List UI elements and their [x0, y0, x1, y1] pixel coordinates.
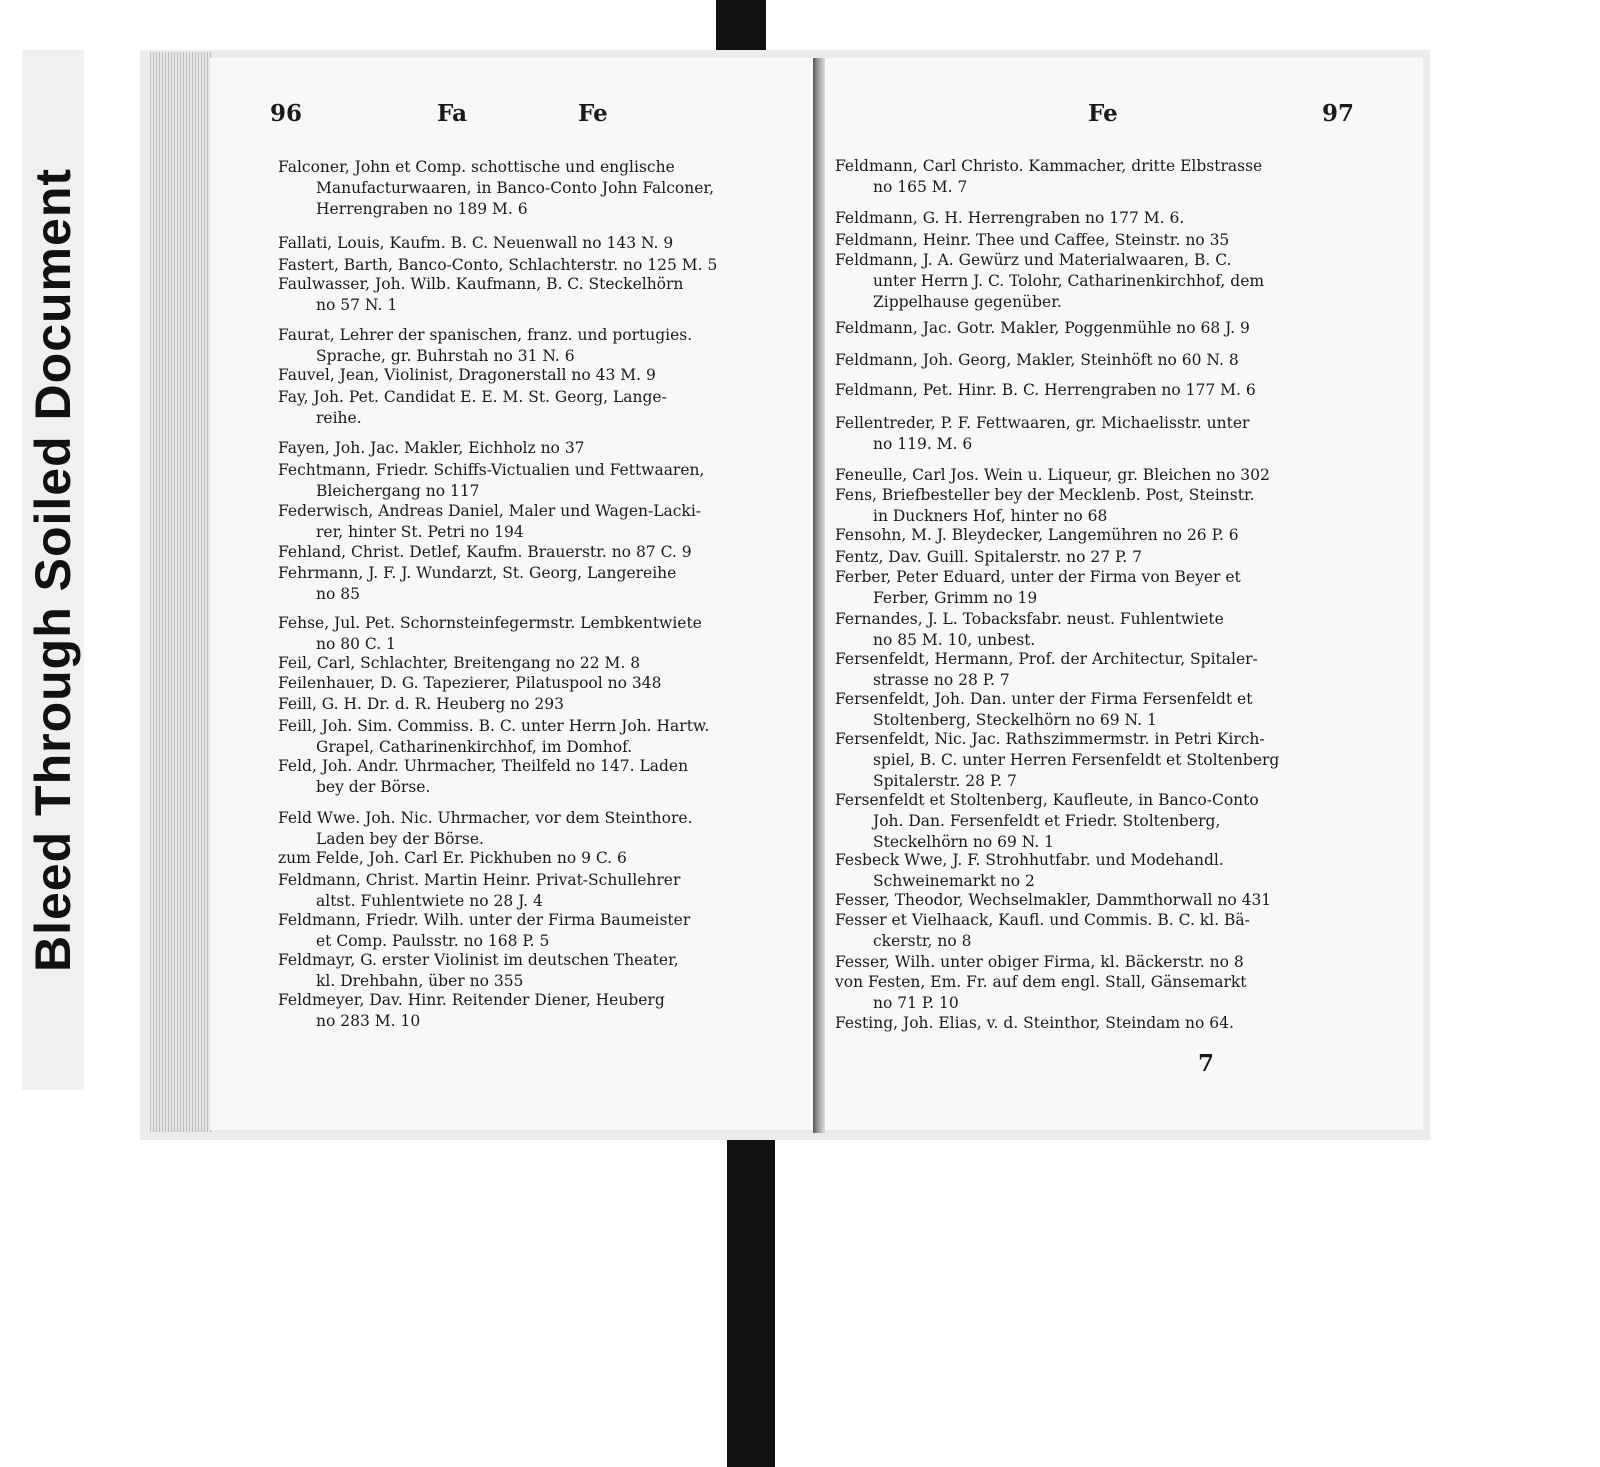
directory-entry: [835, 609, 1224, 651]
entry-line: Feld Wwe. Joh. Nic. Uhrmacher, vor dem Steinthore.: [278, 809, 693, 827]
entry-line: Ferber, Peter Eduard, unter der Firma von Beyer et: [835, 568, 1241, 586]
left-header-left: Fa: [437, 100, 467, 127]
entry-line: Feldmann, Christ. Martin Heinr. Privat-Schullehrer: [278, 871, 681, 889]
directory-entry: [278, 848, 627, 869]
left-page-number: 96: [270, 100, 303, 127]
directory-entry: [835, 649, 1258, 691]
directory-entry: [278, 910, 690, 952]
entry-continuation: Grapel, Catharinenkirchhof, im Domhof.: [316, 738, 633, 756]
directory-entry: [278, 460, 704, 502]
directory-entry: [835, 156, 1262, 198]
entry-continuation: Ferber, Grimm no 19: [873, 589, 1038, 607]
right-header: Fe: [1088, 100, 1118, 127]
directory-entry: [835, 208, 1184, 229]
directory-entry: [835, 380, 1256, 401]
directory-entry: [278, 950, 679, 992]
entry-continuation: unter Herrn J. C. Tolohr, Catharinenkirchhof, dem: [873, 272, 1265, 290]
entry-line: Feil, Carl, Schlachter, Breitengang no 22 M. 8: [278, 654, 641, 672]
entry-continuation: no 165 M. 7: [873, 178, 968, 196]
directory-entry: [278, 613, 702, 655]
entry-line: Fay, Joh. Pet. Candidat E. E. M. St. Georg, Lange-: [278, 388, 667, 406]
entry-line: Federwisch, Andreas Daniel, Maler und Wagen-Lacki-: [278, 502, 702, 520]
directory-entry: [278, 387, 667, 429]
entry-line: Feilenhauer, D. G. Tapezierer, Pilatuspool no 348: [278, 674, 662, 692]
entry-line: Fernandes, J. L. Tobacksfabr. neust. Fuhlentwiete: [835, 610, 1224, 628]
directory-entry: [278, 808, 693, 850]
directory-entry: [835, 689, 1252, 731]
entry-continuation: strasse no 28 P. 7: [873, 671, 1010, 689]
directory-entry: [835, 525, 1239, 546]
entry-continuation: Steckelhörn no 69 N. 1: [873, 833, 1055, 851]
entry-line: Fentz, Dav. Guill. Spitalerstr. no 27 P. 7: [835, 548, 1142, 566]
entry-continuation: no 80 C. 1: [316, 635, 396, 653]
entry-line: Fersenfeldt et Stoltenberg, Kaufleute, in Banco-Conto: [835, 791, 1259, 809]
directory-entry: [278, 157, 714, 220]
entry-continuation: bey der Börse.: [316, 778, 431, 796]
entry-continuation: Sprache, gr. Buhrstah no 31 N. 6: [316, 347, 575, 365]
entry-continuation: et Comp. Paulsstr. no 168 P. 5: [316, 932, 550, 950]
entry-continuation: Stoltenberg, Steckelhörn no 69 N. 1: [873, 711, 1157, 729]
entry-continuation: Bleichergang no 117: [316, 482, 480, 500]
entry-line: Feldmann, Carl Christo. Kammacher, dritte Elbstrasse: [835, 157, 1263, 175]
directory-entry: [835, 413, 1249, 455]
directory-entry: [278, 716, 709, 758]
entry-continuation: Manufacturwaaren, in Banco-Conto John Falconer,: [316, 179, 715, 197]
directory-entry: [278, 653, 640, 674]
directory-entry: [278, 756, 688, 798]
entry-line: Feldmeyer, Dav. Hinr. Reitender Diener, Heuberg: [278, 991, 665, 1009]
entry-continuation: ckerstr, no 8: [873, 932, 972, 950]
directory-entry: [278, 233, 673, 254]
entry-continuation: spiel, B. C. unter Herren Fersenfeldt et Stoltenberg: [873, 751, 1280, 769]
entry-continuation: no 71 P. 10: [873, 994, 959, 1012]
entry-line: Fersenfeldt, Nic. Jac. Rathszimmermstr. in Petri Kirch-: [835, 730, 1265, 748]
entry-line: Falconer, John et Comp. schottische und englische: [278, 158, 675, 176]
entry-line: Fayen, Joh. Jac. Makler, Eichholz no 37: [278, 439, 585, 457]
directory-entry: [835, 890, 1271, 911]
entry-line: Fesser et Vielhaack, Kaufl. und Commis. B. C. kl. Bä-: [835, 911, 1250, 929]
scan-strip-top: [716, 0, 766, 50]
directory-entry: [835, 465, 1270, 486]
directory-entry: [278, 673, 661, 694]
entry-line: Feldmann, Joh. Georg, Makler, Steinhöft no 60 N. 8: [835, 351, 1239, 369]
directory-entry: [835, 567, 1241, 609]
entry-continuation: no 57 N. 1: [316, 296, 398, 314]
directory-entry: [278, 501, 701, 543]
entry-line: Feill, G. H. Dr. d. R. Heuberg no 293: [278, 695, 565, 713]
entry-continuation: Herrengraben no 189 M. 6: [316, 200, 528, 218]
side-label-banner: [22, 50, 84, 1090]
directory-entry: [278, 990, 665, 1032]
entry-line: Faulwasser, Joh. Wilb. Kaufmann, B. C. Steckelhörn: [278, 275, 684, 293]
scan-strip-bottom: [727, 1128, 775, 1467]
entry-line: Fellentreder, P. F. Fettwaaren, gr. Michaelisstr. unter: [835, 414, 1250, 432]
entry-line: Feldmann, Heinr. Thee und Caffee, Steinstr. no 35: [835, 231, 1230, 249]
entry-line: Fauvel, Jean, Violinist, Dragonerstall no 43 M. 9: [278, 366, 656, 384]
directory-entry: [278, 325, 692, 367]
entry-line: Fallati, Louis, Kaufm. B. C. Neuenwall no 143 N. 9: [278, 234, 674, 252]
entry-continuation: rer, hinter St. Petri no 194: [316, 523, 524, 541]
right-page-number: 97: [1322, 100, 1355, 127]
directory-entry: [835, 910, 1250, 952]
directory-entry: [835, 850, 1224, 892]
directory-entry: [835, 1013, 1234, 1034]
entry-continuation: altst. Fuhlentwiete no 28 J. 4: [316, 892, 543, 910]
entry-continuation: no 119. M. 6: [873, 435, 973, 453]
directory-entry: [278, 870, 680, 912]
entry-line: Fesbeck Wwe, J. F. Strohhutfabr. und Modehandl.: [835, 851, 1224, 869]
entry-line: Fechtmann, Friedr. Schiffs-Victualien und Fettwaaren,: [278, 461, 705, 479]
entry-line: Fesser, Theodor, Wechselmakler, Dammthorwall no 431: [835, 891, 1272, 909]
entry-line: Fensohn, M. J. Bleydecker, Langemühren no 26 P. 6: [835, 526, 1239, 544]
entry-line: von Festen, Em. Fr. auf dem engl. Stall, Gänsemarkt: [835, 973, 1247, 991]
side-label-text: Bleed Through Soiled Document: [25, 167, 81, 973]
entry-line: Feld, Joh. Andr. Uhrmacher, Theilfeld no 147. Laden: [278, 757, 689, 775]
entry-continuation: kl. Drehbahn, über no 355: [316, 972, 524, 990]
entry-line: Fersenfeldt, Hermann, Prof. der Architectur, Spitaler-: [835, 650, 1258, 668]
directory-entry: [835, 250, 1264, 313]
directory-entry: [278, 694, 564, 715]
directory-entry: [835, 318, 1250, 339]
entry-line: Feldmann, Friedr. Wilh. unter der Firma Baumeister: [278, 911, 691, 929]
directory-entry: [278, 274, 683, 316]
entry-continuation: reihe.: [316, 409, 362, 427]
entry-continuation: Zippelhause gegenüber.: [873, 293, 1062, 311]
entry-continuation: Schweinemarkt no 2: [873, 872, 1035, 890]
entry-continuation: no 283 M. 10: [316, 1012, 421, 1030]
directory-entry: [278, 365, 656, 386]
left-header-right: Fe: [578, 100, 608, 127]
entry-continuation: no 85: [316, 585, 360, 603]
entry-line: zum Felde, Joh. Carl Er. Pickhuben no 9 C. 6: [278, 849, 627, 867]
entry-line: Faurat, Lehrer der spanischen, franz. und portugies.: [278, 326, 693, 344]
entry-line: Feldmann, J. A. Gewürz und Materialwaaren, B. C.: [835, 251, 1232, 269]
entry-line: Festing, Joh. Elias, v. d. Steinthor, Steindam no 64.: [835, 1014, 1234, 1032]
directory-entry: [835, 547, 1142, 568]
entry-line: Fehland, Christ. Detlef, Kaufm. Brauerstr. no 87 C. 9: [278, 543, 692, 561]
book-gutter: [813, 58, 825, 1133]
directory-entry: [835, 485, 1255, 527]
entry-line: Fastert, Barth, Banco-Conto, Schlachterstr. no 125 M. 5: [278, 256, 718, 274]
entry-line: Fesser, Wilh. unter obiger Firma, kl. Bäckerstr. no 8: [835, 953, 1244, 971]
entry-continuation: no 85 M. 10, unbest.: [873, 631, 1036, 649]
entry-line: Fersenfeldt, Joh. Dan. unter der Firma Fersenfeldt et: [835, 690, 1253, 708]
entry-continuation: in Duckners Hof, hinter no 68: [873, 507, 1108, 525]
entry-line: Feneulle, Carl Jos. Wein u. Liqueur, gr. Bleichen no 302: [835, 466, 1270, 484]
entry-line: Feill, Joh. Sim. Commiss. B. C. unter Herrn Joh. Hartw.: [278, 717, 710, 735]
directory-entry: [835, 230, 1229, 251]
entry-continuation: Joh. Dan. Fersenfeldt et Friedr. Stoltenberg,: [873, 812, 1221, 830]
directory-entry: [835, 729, 1279, 792]
directory-entry: [835, 972, 1247, 1014]
directory-entry: [278, 438, 585, 459]
directory-entry: [835, 952, 1244, 973]
directory-entry: [835, 350, 1239, 371]
signature-mark: 7: [1198, 1050, 1215, 1077]
directory-entry: [278, 563, 676, 605]
directory-entry: [278, 255, 717, 276]
entry-line: Fens, Briefbesteller bey der Mecklenb. Post, Steinstr.: [835, 486, 1255, 504]
entry-line: Feldmann, Jac. Gotr. Makler, Poggenmühle no 68 J. 9: [835, 319, 1250, 337]
directory-entry: [278, 542, 692, 563]
entry-line: Feldmann, Pet. Hinr. B. C. Herrengraben no 177 M. 6: [835, 381, 1256, 399]
entry-line: Feldmann, G. H. Herrengraben no 177 M. 6.: [835, 209, 1185, 227]
entry-continuation: Laden bey der Börse.: [316, 830, 484, 848]
entry-line: Fehse, Jul. Pet. Schornsteinfegermstr. Lembkentwiete: [278, 614, 702, 632]
entry-line: Fehrmann, J. F. J. Wundarzt, St. Georg, Langereihe: [278, 564, 677, 582]
entry-continuation: Spitalerstr. 28 P. 7: [873, 772, 1017, 790]
page-edges: [150, 52, 212, 1132]
directory-entry: [835, 790, 1259, 853]
entry-line: Feldmayr, G. erster Violinist im deutschen Theater,: [278, 951, 679, 969]
